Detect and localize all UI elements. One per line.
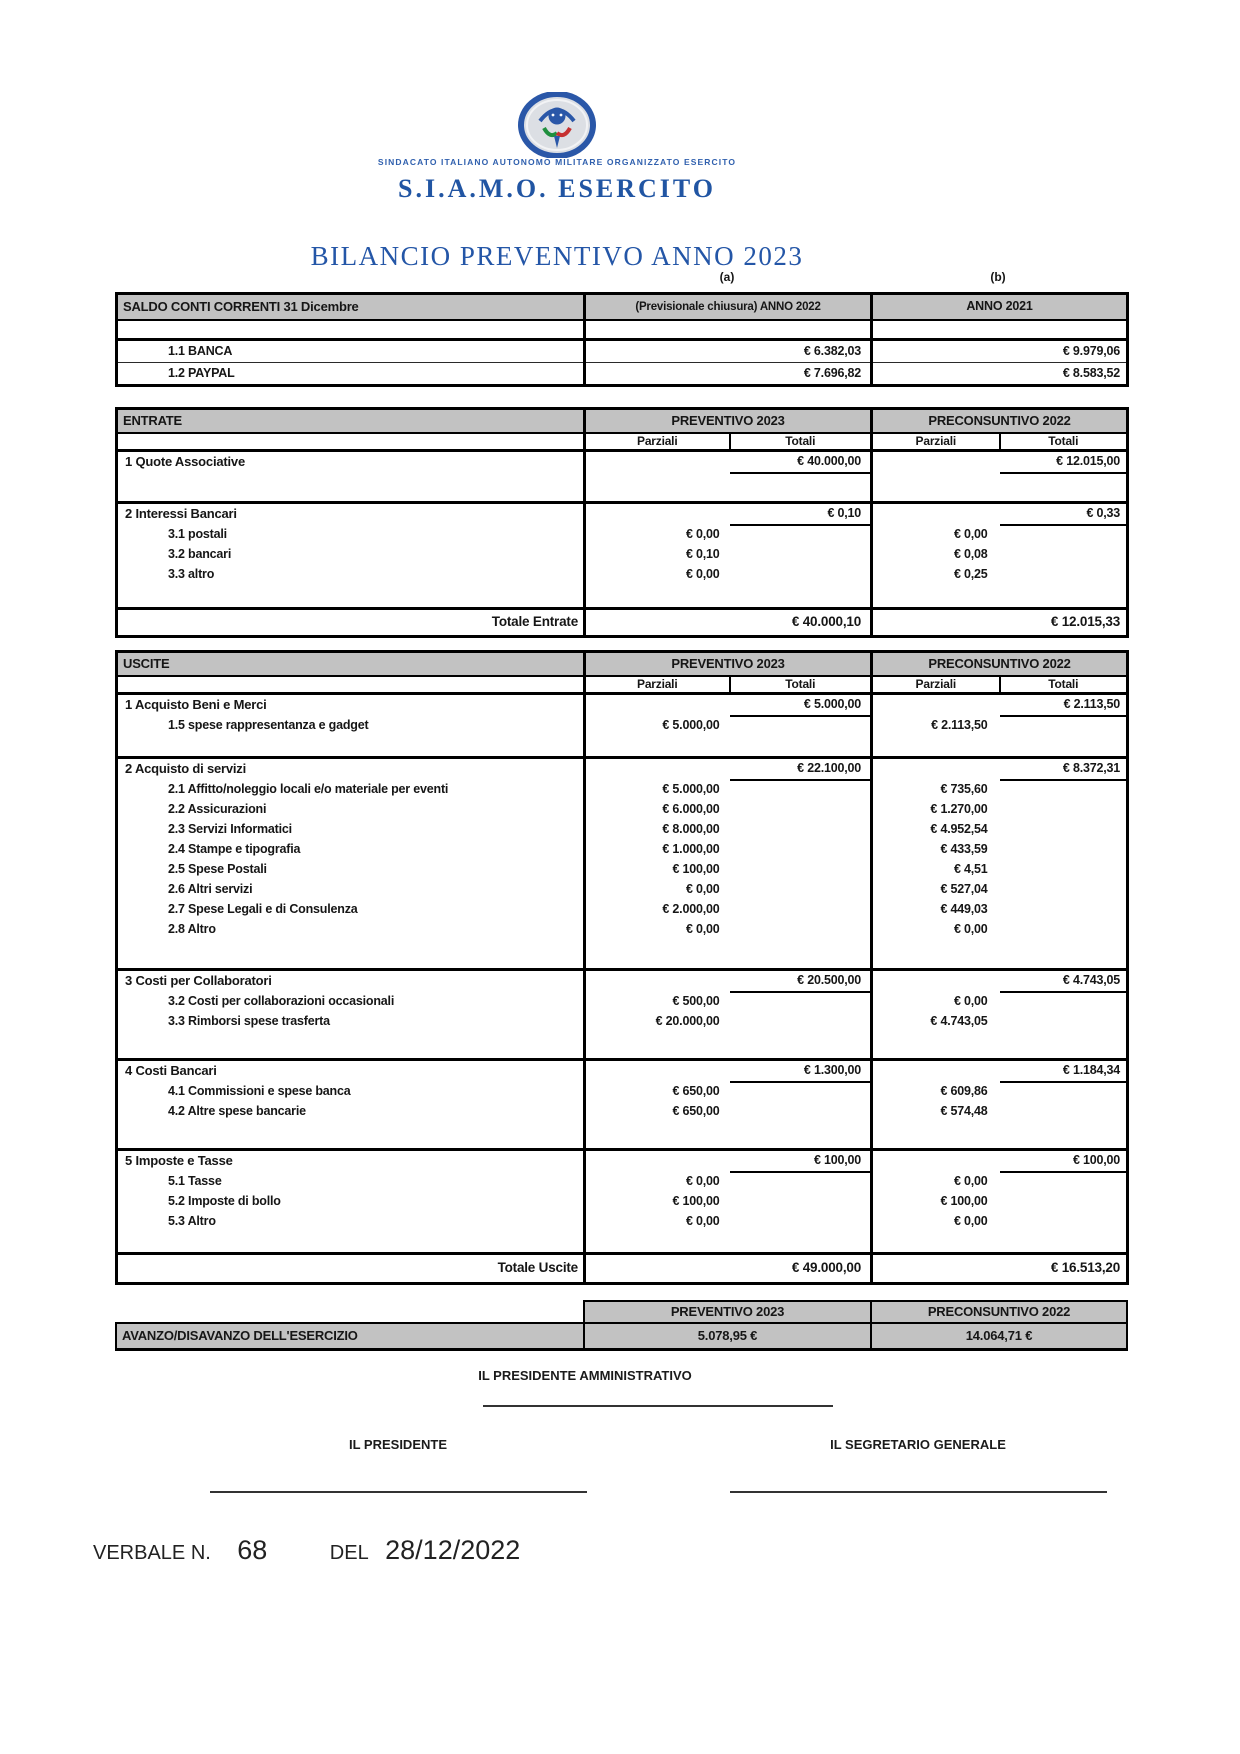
section-total-2022: € 4.743,05	[1000, 970, 1128, 992]
empty-cell	[730, 1102, 872, 1122]
empty-cell	[872, 451, 1000, 473]
total-row	[117, 609, 1128, 637]
item-label: 2.2 Assicurazioni	[168, 801, 267, 816]
amount-parziali-2022: € 0,08	[872, 545, 1000, 565]
empty-cell	[1000, 525, 1128, 545]
empty-cell	[585, 1122, 872, 1150]
empty-cell	[117, 1032, 585, 1060]
amount-parziali-2023: € 100,00	[585, 1192, 730, 1212]
empty-cell	[872, 940, 1128, 970]
item-row	[117, 992, 1128, 1012]
verbale-footer	[93, 1535, 520, 1566]
verbale-number: 68	[237, 1535, 268, 1565]
item-row	[117, 525, 1128, 545]
empty-cell	[872, 758, 1000, 780]
empty-cell	[117, 585, 585, 609]
avanzo-table	[115, 1300, 1128, 1351]
amount-parziali-2023: € 8.000,00	[585, 820, 730, 840]
account-label: 1.1 BANCA	[117, 340, 585, 363]
empty-cell	[730, 1212, 872, 1232]
empty-cell	[585, 451, 730, 473]
empty-cell	[872, 1060, 1000, 1082]
amount-parziali-2022: € 574,48	[872, 1102, 1000, 1122]
empty-cell	[1000, 1082, 1128, 1102]
empty-cell	[117, 1232, 585, 1254]
col-header-2023: PREVENTIVO 2023	[585, 652, 872, 676]
amount-parziali-2023: € 0,00	[585, 565, 730, 585]
empty-cell	[730, 840, 872, 860]
empty-cell	[1000, 920, 1128, 940]
item-row	[117, 545, 1128, 565]
empty-cell	[730, 1082, 872, 1102]
item-label: 3.1 postali	[168, 526, 227, 541]
item-label: 3.2 Costi per collaborazioni occasionali	[168, 993, 395, 1008]
empty-cell	[872, 1122, 1128, 1150]
col-header-2023: PREVENTIVO 2023	[585, 409, 872, 433]
empty-cell	[1000, 900, 1128, 920]
section-total-2023: € 100,00	[730, 1150, 872, 1172]
empty-cell	[117, 433, 585, 451]
section-label: 1 Quote Associative	[117, 451, 585, 473]
empty-cell	[1000, 780, 1128, 800]
empty-cell	[1000, 860, 1128, 880]
item-row	[117, 1192, 1128, 1212]
subcol-header: Parziali	[585, 433, 730, 451]
section-row	[117, 758, 1128, 780]
empty-cell	[585, 736, 872, 758]
item-row	[117, 880, 1128, 900]
empty-cell	[117, 320, 585, 340]
amount-parziali-2022: € 0,00	[872, 920, 1000, 940]
amount-2021: € 9.979,06	[872, 340, 1128, 363]
empty-cell	[872, 1232, 1128, 1254]
empty-cell	[730, 880, 872, 900]
item-label: 5.1 Tasse	[168, 1173, 222, 1188]
amount-parziali-2023: € 0,00	[585, 920, 730, 940]
section-total-2023: € 40.000,00	[730, 451, 872, 473]
empty-cell	[730, 525, 872, 545]
grand-total-2023: € 49.000,00	[585, 1254, 872, 1284]
president-label: IL PRESIDENTE	[348, 1437, 447, 1452]
empty-cell	[872, 970, 1000, 992]
empty-cell	[730, 900, 872, 920]
avanzo-2022: 14.064,71 €	[871, 1323, 1127, 1349]
empty-cell	[730, 820, 872, 840]
grand-total-2023: € 40.000,10	[585, 609, 872, 637]
spacer-row	[117, 585, 1128, 609]
empty-cell	[730, 1172, 872, 1192]
empty-cell	[585, 1232, 872, 1254]
spacer-row	[117, 1032, 1128, 1060]
amount-parziali-2023: € 6.000,00	[585, 800, 730, 820]
amount-parziali-2022: € 0,25	[872, 565, 1000, 585]
section-row	[117, 694, 1128, 716]
amount-parziali-2023: € 0,10	[585, 545, 730, 565]
section-total-2023: € 22.100,00	[730, 758, 872, 780]
empty-cell	[1000, 800, 1128, 820]
empty-cell	[1000, 880, 1128, 900]
item-label: 2.4 Stampe e tipografia	[168, 841, 301, 856]
item-row	[117, 1012, 1128, 1032]
item-row	[117, 1082, 1128, 1102]
grand-total-2022: € 12.015,33	[872, 609, 1128, 637]
empty-cell	[585, 503, 730, 525]
item-row	[117, 800, 1128, 820]
subcol-header: Parziali	[872, 676, 1000, 694]
empty-cell	[585, 970, 730, 992]
empty-cell	[585, 1060, 730, 1082]
amount-parziali-2022: € 0,00	[872, 1212, 1000, 1232]
amount-parziali-2022: € 735,60	[872, 780, 1000, 800]
amount-parziali-2022: € 1.270,00	[872, 800, 1000, 820]
item-label: 5.2 Imposte di bollo	[168, 1193, 281, 1208]
amount-parziali-2023: € 500,00	[585, 992, 730, 1012]
item-label: 2.5 Spese Postali	[168, 861, 267, 876]
col-header-2023: PREVENTIVO 2023	[584, 1301, 871, 1323]
col-header-2022: PRECONSUNTIVO 2022	[871, 1301, 1127, 1323]
empty-cell	[872, 1150, 1000, 1172]
empty-cell	[730, 716, 872, 736]
empty-cell	[117, 1122, 585, 1150]
section-label: 4 Costi Bancari	[117, 1060, 585, 1082]
empty-cell	[730, 1192, 872, 1212]
amount-parziali-2023: € 100,00	[585, 860, 730, 880]
amount-parziali-2022: € 609,86	[872, 1082, 1000, 1102]
empty-cell	[585, 473, 872, 503]
saldo-conti-table	[115, 292, 1129, 387]
table-title: ENTRATE	[117, 409, 585, 433]
subheader-row	[117, 433, 1128, 451]
empty-cell	[730, 1012, 872, 1032]
table-row	[117, 340, 1128, 363]
subcol-header: Parziali	[585, 676, 730, 694]
subcol-header: Totali	[730, 676, 872, 694]
verbale-date: 28/12/2022	[385, 1535, 521, 1565]
empty-cell	[1000, 1172, 1128, 1192]
amount-parziali-2022: € 100,00	[872, 1192, 1000, 1212]
header-row	[117, 652, 1128, 676]
spacer-row	[117, 940, 1128, 970]
document-title: BILANCIO PREVENTIVO ANNO 2023	[310, 241, 804, 271]
empty-cell	[116, 1301, 584, 1323]
signature-line	[210, 1491, 587, 1493]
del-label: DEL	[329, 1542, 369, 1564]
signature-line	[483, 1405, 833, 1407]
empty-cell	[1000, 820, 1128, 840]
amount-parziali-2022: € 4.743,05	[872, 1012, 1000, 1032]
item-label: 5.3 Altro	[168, 1213, 216, 1228]
amount-parziali-2022: € 0,00	[872, 525, 1000, 545]
amount-parziali-2023: € 650,00	[585, 1082, 730, 1102]
amount-parziali-2023: € 0,00	[585, 1212, 730, 1232]
section-row	[117, 451, 1128, 473]
empty-cell	[872, 503, 1000, 525]
spacer-row	[117, 736, 1128, 758]
empty-cell	[1000, 1012, 1128, 1032]
amount-parziali-2022: € 0,00	[872, 992, 1000, 1012]
subcol-header: Totali	[1000, 433, 1128, 451]
item-row	[117, 1102, 1128, 1122]
subcol-header: Parziali	[872, 433, 1000, 451]
section-total-2022: € 8.372,31	[1000, 758, 1128, 780]
amount-parziali-2023: € 20.000,00	[585, 1012, 730, 1032]
amount-parziali-2023: € 0,00	[585, 1172, 730, 1192]
empty-cell	[1000, 992, 1128, 1012]
subcol-header: Totali	[1000, 676, 1128, 694]
table-title: USCITE	[117, 652, 585, 676]
amount-parziali-2023: € 5.000,00	[585, 716, 730, 736]
empty-cell	[730, 565, 872, 585]
item-row	[117, 716, 1128, 736]
item-row	[117, 780, 1128, 800]
item-row	[117, 920, 1128, 940]
empty-cell	[872, 1032, 1128, 1060]
empty-cell	[1000, 716, 1128, 736]
section-label: 3 Costi per Collaboratori	[117, 970, 585, 992]
item-label: 3.2 bancari	[168, 546, 232, 561]
empty-cell	[730, 920, 872, 940]
section-total-2023: € 20.500,00	[730, 970, 872, 992]
section-total-2022: € 1.184,34	[1000, 1060, 1128, 1082]
empty-cell	[872, 320, 1128, 340]
section-label: 1 Acquisto Beni e Merci	[117, 694, 585, 716]
item-row	[117, 900, 1128, 920]
spacer-row	[117, 473, 1128, 503]
empty-cell	[872, 736, 1128, 758]
amount-parziali-2022: € 4,51	[872, 860, 1000, 880]
entrate-table	[115, 407, 1129, 638]
item-row	[117, 1172, 1128, 1192]
amount-parziali-2022: € 4.952,54	[872, 820, 1000, 840]
admin-president-label: IL PRESIDENTE AMMINISTRATIVO	[478, 1368, 692, 1383]
table-title: SALDO CONTI CORRENTI 31 Dicembre	[117, 294, 585, 320]
item-row	[117, 565, 1128, 585]
item-label: 2.7 Spese Legali e di Consulenza	[168, 901, 358, 916]
spacer-row	[117, 1122, 1128, 1150]
empty-cell	[1000, 1212, 1128, 1232]
org-tagline: SINDACATO ITALIANO AUTONOMO MILITARE ORGANIZZATO ESERCITO	[377, 157, 737, 167]
section-total-2022: € 2.113,50	[1000, 694, 1128, 716]
column-letter-a: (a)	[719, 270, 735, 284]
total-row	[117, 1254, 1128, 1284]
empty-cell	[1000, 1102, 1128, 1122]
empty-cell	[585, 1150, 730, 1172]
empty-cell	[585, 758, 730, 780]
amount-parziali-2022: € 449,03	[872, 900, 1000, 920]
spacer-row	[117, 1232, 1128, 1254]
item-label: 2.6 Altri servizi	[168, 881, 253, 896]
table-row	[116, 1323, 1127, 1349]
section-total-2023: € 0,10	[730, 503, 872, 525]
subheader-row	[117, 676, 1128, 694]
amount-parziali-2022: € 433,59	[872, 840, 1000, 860]
amount-parziali-2022: € 2.113,50	[872, 716, 1000, 736]
header-row	[117, 409, 1128, 433]
section-label: 5 Imposte e Tasse	[117, 1150, 585, 1172]
amount-parziali-2023: € 2.000,00	[585, 900, 730, 920]
item-label: 4.1 Commissioni e spese banca	[168, 1083, 351, 1098]
item-label: 2.8 Altro	[168, 921, 216, 936]
section-total-2022: € 0,33	[1000, 503, 1128, 525]
item-row	[117, 840, 1128, 860]
total-row-label: Totale Entrate	[117, 609, 585, 637]
amount-parziali-2023: € 0,00	[585, 525, 730, 545]
item-label: 1.5 spese rappresentanza e gadget	[168, 717, 369, 732]
amount-parziali-2022: € 527,04	[872, 880, 1000, 900]
empty-cell	[585, 694, 730, 716]
item-row	[117, 820, 1128, 840]
empty-cell	[117, 940, 585, 970]
empty-cell	[872, 473, 1128, 503]
section-row	[117, 1060, 1128, 1082]
empty-cell	[117, 473, 585, 503]
section-total-2023: € 1.300,00	[730, 1060, 872, 1082]
col-header-2022: PRECONSUNTIVO 2022	[872, 652, 1128, 676]
siamo-logo-icon	[517, 92, 597, 158]
empty-cell	[1000, 545, 1128, 565]
org-name: S.I.A.M.O. ESERCITO	[397, 174, 717, 203]
amount-2022: € 7.696,82	[585, 363, 872, 386]
empty-cell	[1000, 1192, 1128, 1212]
total-row-label: Totale Uscite	[117, 1254, 585, 1284]
account-label: 1.2 PAYPAL	[168, 365, 235, 380]
subcol-header: Totali	[730, 433, 872, 451]
empty-cell	[730, 992, 872, 1012]
empty-cell	[872, 694, 1000, 716]
verbale-label: VERBALE N.	[93, 1542, 211, 1564]
amount-parziali-2023: € 650,00	[585, 1102, 730, 1122]
item-label: 2.1 Affitto/noleggio locali e/o materiale per eventi	[168, 781, 449, 796]
item-row	[117, 1212, 1128, 1232]
empty-cell	[585, 585, 872, 609]
amount-parziali-2023: € 1.000,00	[585, 840, 730, 860]
amount-parziali-2023: € 5.000,00	[585, 780, 730, 800]
table-row	[117, 363, 1128, 386]
empty-cell	[730, 800, 872, 820]
empty-cell	[730, 545, 872, 565]
section-label: 2 Acquisto di servizi	[117, 758, 585, 780]
section-label: 2 Interessi Bancari	[117, 503, 585, 525]
col-header-2021: ANNO 2021	[872, 294, 1128, 320]
amount-parziali-2023: € 0,00	[585, 880, 730, 900]
secretary-label: IL SEGRETARIO GENERALE	[830, 1437, 1006, 1452]
section-total-2022: € 12.015,00	[1000, 451, 1128, 473]
empty-cell	[585, 940, 872, 970]
avanzo-2023: 5.078,95 €	[584, 1323, 871, 1349]
amount-parziali-2022: € 0,00	[872, 1172, 1000, 1192]
empty-cell	[585, 320, 872, 340]
item-label: 4.2 Altre spese bancarie	[168, 1103, 306, 1118]
uscite-table	[115, 650, 1129, 1285]
item-label: 3.3 altro	[168, 566, 215, 581]
empty-cell	[730, 860, 872, 880]
empty-cell	[117, 676, 585, 694]
empty-cell	[117, 736, 585, 758]
amount-2021: € 8.583,52	[872, 363, 1128, 386]
empty-cell	[872, 585, 1128, 609]
section-total-2022: € 100,00	[1000, 1150, 1128, 1172]
col-header-2022: (Previsionale chiusura) ANNO 2022	[585, 294, 872, 320]
avanzo-label: AVANZO/DISAVANZO DELL'ESERCIZIO	[116, 1323, 584, 1349]
item-row	[117, 860, 1128, 880]
section-row	[117, 1150, 1128, 1172]
grand-total-2022: € 16.513,20	[872, 1254, 1128, 1284]
empty-cell	[1000, 565, 1128, 585]
amount-2022: € 6.382,03	[585, 340, 872, 363]
empty-cell	[585, 1032, 872, 1060]
empty-cell	[1000, 840, 1128, 860]
section-total-2023: € 5.000,00	[730, 694, 872, 716]
item-label: 3.3 Rimborsi spese trasferta	[168, 1013, 330, 1028]
section-row	[117, 503, 1128, 525]
empty-cell	[730, 780, 872, 800]
column-letter-b: (b)	[990, 270, 1006, 284]
col-header-2022: PRECONSUNTIVO 2022	[872, 409, 1128, 433]
item-label: 2.3 Servizi Informatici	[168, 821, 292, 836]
section-row	[117, 970, 1128, 992]
signature-line	[730, 1491, 1107, 1493]
